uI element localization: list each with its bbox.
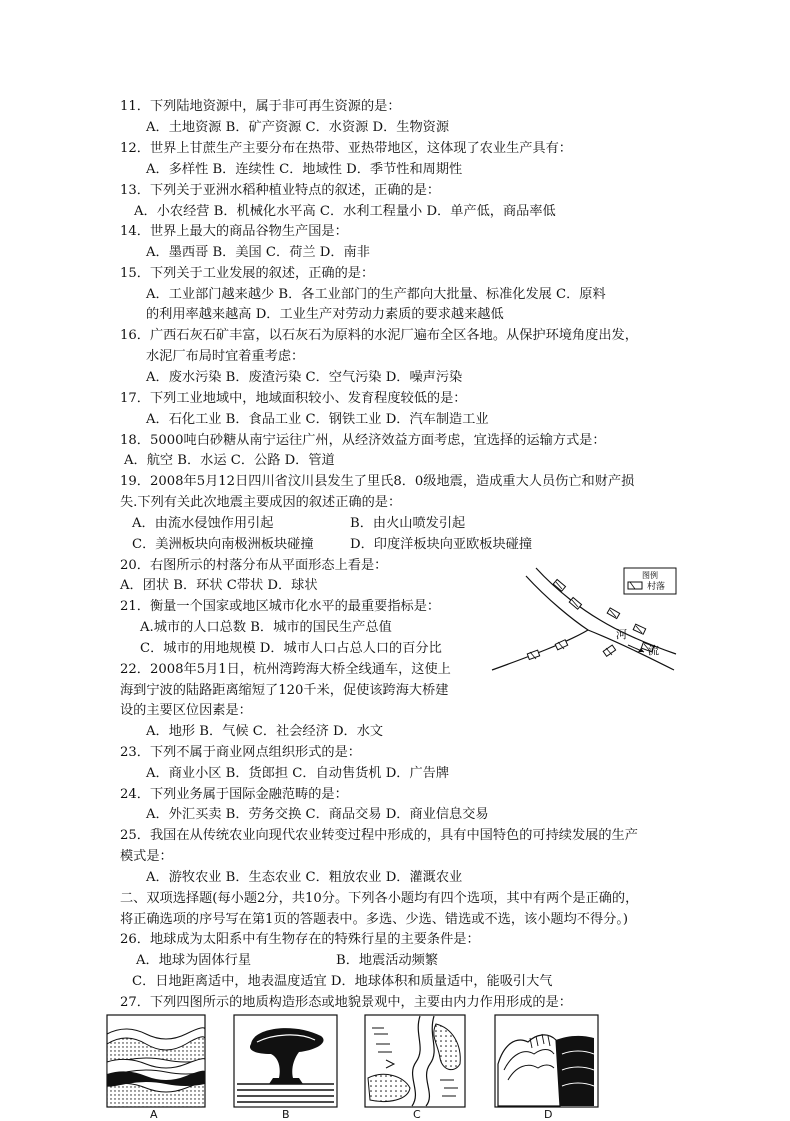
question-27-stem: 27．下列四图所示的地质构造形态或地貌景观中，主要由内力作用形成的是：	[120, 995, 572, 1010]
question-26-option-b: B．地震活动频繁	[336, 953, 439, 968]
map-legend-title: 图例	[642, 571, 658, 580]
question-22-stem-line3: 设的主要区位因素是：	[120, 703, 252, 718]
question-23-options: A．商业小区 B．货郎担 C．自动售货机 D．广告牌	[146, 766, 450, 781]
question-21-stem: 21．衡量一个国家或地区城市化水平的最重要指标是：	[120, 599, 441, 614]
question-17-options: A．石化工业 B．食品工业 C．钢铁工业 D．汽车制造工业	[146, 412, 489, 427]
question-14-options: A．墨西哥 B．美国 C．荷兰 D．南非	[146, 245, 370, 260]
question-15-options-line1: A．工业部门越来越少 B．各工业部门的生产都向大批量、标准化发展 C．原料	[146, 287, 606, 302]
question-22-stem-line2: 海到宁波的陆路距离缩短了120千米，促使该跨海大桥建	[120, 683, 449, 698]
question-15-options-line2: 的利用率越来越高 D．工业生产对劳动力素质的要求越来越低	[146, 307, 504, 322]
question-11-options: A．土地资源 B．矿产资源 C．水资源 D．生物资源	[146, 120, 450, 135]
figure-a-caption: A	[150, 1108, 158, 1121]
question-22-options: A．地形 B．气候 C．社会经济 D．水文	[146, 724, 384, 739]
question-16-stem-line2: 水泥厂布局时宜着重考虑：	[146, 349, 305, 364]
question-11-stem: 11．下列陆地资源中，属于非可再生资源的是：	[120, 99, 401, 114]
question-24-stem: 24．下列业务属于国际金融范畴的是：	[120, 787, 348, 802]
question-14-stem: 14．世界上最大的商品谷物生产国是：	[120, 224, 348, 239]
question-16-stem-line1: 16．广西石灰石矿丰富，以石灰石为原料的水泥厂遍布全区各地。从保护环境角度出发，	[120, 328, 638, 343]
figure-b-mushroom-rock	[233, 1014, 338, 1108]
figure-b-caption: B	[282, 1108, 290, 1121]
village-map	[488, 562, 680, 682]
figure-d-fault-landform	[494, 1014, 599, 1108]
map-legend-village-symbol	[628, 582, 642, 589]
question-23-stem: 23．下列不属于商业网点组织形式的是：	[120, 745, 361, 760]
question-13-options: A．小农经营 B．机械化水平高 C．水利工程量小 D．单产低，商品率低	[134, 204, 556, 219]
figure-a-svg	[106, 1014, 206, 1108]
section-2-heading-line2: 将正确选项的序号写在第1页的答题表中。多选、少选、错选或不选，该小题均不得分。)	[120, 912, 629, 927]
village-map-svg	[488, 562, 680, 682]
figure-d-caption: D	[544, 1108, 553, 1121]
question-15-stem: 15．下列关于工业发展的叙述，正确的是：	[120, 266, 375, 281]
question-21-options-cd: C．城市的用地规模 D．城市人口占总人口的百分比	[140, 641, 442, 656]
question-19-stem-line2: 失.下列有关此次地震主要成因的叙述正确的是：	[120, 495, 402, 510]
question-21-options-ab: A.城市的人口总数 B．城市的国民生产总值	[140, 620, 392, 635]
question-20-stem: 20．右图所示的村落分布从平面形态上看是：	[120, 558, 388, 573]
question-12-options: A．多样性 B．连续性 C．地域性 D．季节性和周期性	[146, 162, 463, 177]
map-legend-label: 村落	[647, 582, 666, 592]
figure-d-svg	[494, 1014, 599, 1108]
question-20-options: A．团状 B．环状 C带状 D．球状	[120, 578, 318, 593]
figure-a-folded-strata	[106, 1014, 206, 1108]
question-25-stem-line2: 模式是：	[120, 849, 173, 864]
question-19-stem-line1: 19．2008年5月12日四川省汶川县发生了里氏8．0级地震，造成重大人员伤亡和财产损	[120, 474, 635, 489]
question-18-options: A．航空 B．水运 C．公路 D．管道	[124, 453, 335, 468]
question-12-stem: 12．世界上甘蔗生产主要分布在热带、亚热带地区，这体现了农业生产具有：	[120, 141, 572, 156]
question-17-stem: 17．下列工业地域中，地域面积较小、发育程度较低的是：	[120, 391, 467, 406]
figure-c-river-landform	[364, 1014, 466, 1108]
question-19-option-a: A．由流水侵蚀作用引起	[132, 516, 274, 531]
question-19-option-d: D．印度洋板块向亚欧板块碰撞	[350, 537, 533, 552]
river-label-1: 河	[616, 628, 627, 641]
question-19-option-b: B．由火山喷发引起	[350, 516, 466, 531]
figure-b-svg	[233, 1014, 338, 1108]
question-13-stem: 13．下列关于亚洲水稻种植业特点的叙述，正确的是：	[120, 183, 441, 198]
question-18-stem: 18．5000吨白砂糖从南宁运往广州，从经济效益方面考虑，宜选择的运输方式是：	[120, 433, 606, 448]
question-26-options-cd: C．日地距离适中，地表温度适宜 D．地球体积和质量适中，能吸引大气	[132, 974, 553, 989]
question-26-stem: 26．地球成为太阳系中有生物存在的特殊行星的主要条件是：	[120, 932, 480, 947]
question-25-options: A．游牧农业 B．生态农业 C．粗放农业 D．灌溉农业	[146, 870, 463, 885]
question-19-option-c: C．美洲板块向南极洲板块碰撞	[132, 537, 314, 552]
question-22-stem-line1: 22．2008年5月1日，杭州湾跨海大桥全线通车，这使上	[120, 662, 451, 677]
figure-c-caption: C	[413, 1108, 421, 1121]
river-label-2: 流	[648, 644, 659, 657]
figure-c-svg	[364, 1014, 466, 1108]
question-24-options: A．外汇买卖 B．劳务交换 C．商品交易 D．商业信息交易	[146, 807, 489, 822]
question-25-stem-line1: 25．我国在从传统农业向现代农业转变过程中形成的，具有中国特色的可持续发展的生产	[120, 828, 638, 843]
section-2-heading-line1: 二、双项选择题(每小题2分，共10分。下列各小题均有四个选项，其中有两个是正确的，	[120, 891, 639, 906]
question-26-option-a: A．地球为固体行星	[136, 953, 252, 968]
question-16-options: A．废水污染 B．废渣污染 C．空气污染 D．噪声污染	[146, 370, 463, 385]
